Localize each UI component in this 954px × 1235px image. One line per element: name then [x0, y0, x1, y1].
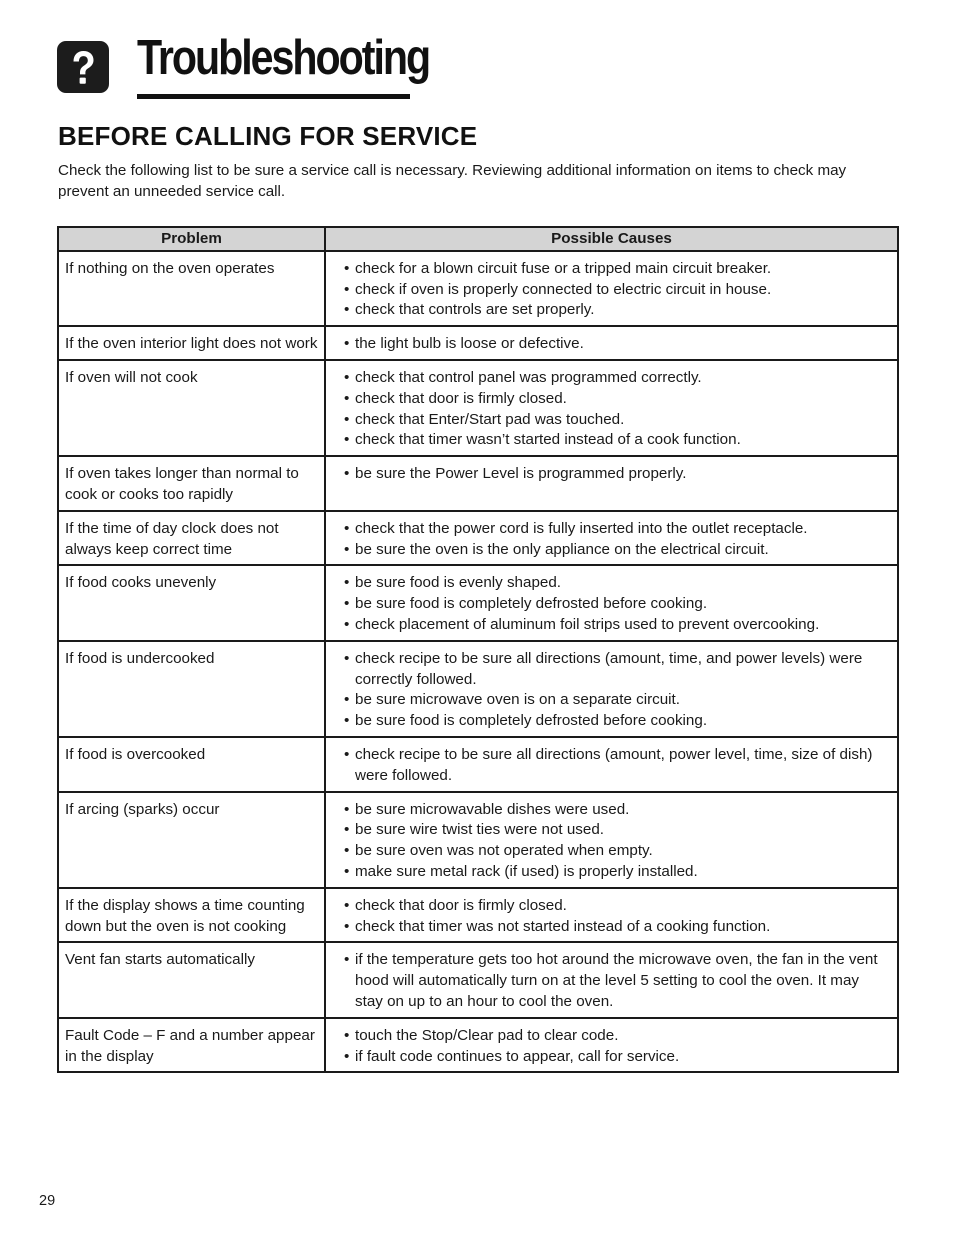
cause-item: • check for a blown circuit fuse or a tripped main circuit breaker. [344, 259, 891, 280]
possible-causes-cell [325, 565, 898, 640]
causes-list [332, 649, 891, 732]
problem-cell: If arcing (sparks) occur [58, 792, 325, 888]
causes-list [332, 896, 891, 938]
problem-cell: If food cooks unevenly [58, 565, 325, 640]
causes-list [332, 950, 891, 1012]
cause-item: • check that control panel was programmed correctly. [344, 368, 891, 389]
table-row [58, 641, 898, 737]
intro-paragraph: Check the following list to be sure a service call is necessary. Reviewing additional information on items to check may prevent an unneeded service call. [58, 162, 847, 200]
question-mark-icon [57, 41, 109, 93]
problem-cell: If oven will not cook [58, 360, 325, 456]
possible-causes-cell [325, 511, 898, 566]
column-header-problem: Problem [58, 227, 325, 251]
table-row [58, 792, 898, 888]
causes-list [332, 573, 891, 635]
cause-item: • if the temperature gets too hot around the microwave oven, the fan in the vent hood will automatically turn on at the level 5 setting to cool the oven. It may stay on up to an hour to cool the oven. [344, 950, 891, 1012]
causes-list [332, 259, 891, 321]
causes-list [332, 800, 891, 883]
causes-list [332, 368, 891, 451]
problem-cell: Vent fan starts automatically [58, 942, 325, 1017]
table-header-row [58, 227, 898, 251]
cause-item: • check that door is firmly closed. [344, 389, 891, 410]
section-heading: BEFORE CALLING FOR SERVICE [58, 121, 478, 151]
cause-item: • be sure oven was not operated when empty. [344, 841, 891, 862]
causes-list [332, 745, 891, 787]
possible-causes-cell [325, 360, 898, 456]
table-body [58, 251, 898, 1073]
cause-item: • be sure food is completely defrosted before cooking. [344, 594, 891, 615]
troubleshooting-table [57, 226, 899, 1073]
cause-item: • if fault code continues to appear, call for service. [344, 1047, 891, 1068]
possible-causes-cell [325, 792, 898, 888]
problem-cell: If oven takes longer than normal to cook or cooks too rapidly [58, 456, 325, 511]
table-row [58, 888, 898, 943]
cause-item: • check recipe to be sure all directions (amount, power level, time, size of dish) were followed. [344, 745, 891, 787]
table-row [58, 565, 898, 640]
possible-causes-cell [325, 1018, 898, 1073]
table-row [58, 251, 898, 326]
problem-cell: If the time of day clock does not always keep correct time [58, 511, 325, 566]
cause-item: • make sure metal rack (if used) is properly installed. [344, 862, 891, 883]
column-header-possible-causes: Possible Causes [325, 227, 898, 251]
cause-item: • be sure the Power Level is programmed properly. [344, 464, 891, 485]
problem-cell: If food is overcooked [58, 737, 325, 792]
table-row [58, 360, 898, 456]
cause-item: • check recipe to be sure all directions (amount, time, and power levels) were correctly followed. [344, 649, 891, 691]
problem-cell: If nothing on the oven operates [58, 251, 325, 326]
possible-causes-cell [325, 737, 898, 792]
cause-item: • be sure food is completely defrosted before cooking. [344, 711, 891, 732]
table-row [58, 942, 898, 1017]
cause-item: • be sure wire twist ties were not used. [344, 820, 891, 841]
cause-item: • check that Enter/Start pad was touched. [344, 410, 891, 431]
causes-list [332, 334, 891, 355]
possible-causes-cell [325, 888, 898, 943]
table-row [58, 737, 898, 792]
problem-cell: Fault Code – F and a number appear in the display [58, 1018, 325, 1073]
page-number: 29 [39, 1193, 56, 1209]
possible-causes-cell [325, 942, 898, 1017]
cause-item: • be sure microwavable dishes were used. [344, 800, 891, 821]
table-row [58, 456, 898, 511]
cause-item: • be sure microwave oven is on a separate circuit. [344, 690, 891, 711]
cause-item: • check that the power cord is fully inserted into the outlet receptacle. [344, 519, 891, 540]
table-row [58, 1018, 898, 1073]
page-header [57, 31, 430, 102]
cause-item: • be sure the oven is the only appliance on the electrical circuit. [344, 540, 891, 561]
cause-item: • check that controls are set properly. [344, 300, 891, 321]
possible-causes-cell [325, 326, 898, 360]
problem-cell: If the display shows a time counting down but the oven is not cooking [58, 888, 325, 943]
cause-item: • be sure food is evenly shaped. [344, 573, 891, 594]
problem-cell: If food is undercooked [58, 641, 325, 737]
causes-list [332, 464, 891, 485]
cause-item: • check that timer was not started instead of a cooking function. [344, 917, 891, 938]
table-row [58, 326, 898, 360]
causes-list [332, 519, 891, 561]
cause-item: • the light bulb is loose or defective. [344, 334, 891, 355]
possible-causes-cell [325, 641, 898, 737]
cause-item: • check placement of aluminum foil strips used to prevent overcooking. [344, 615, 891, 636]
title-underline [137, 94, 410, 99]
possible-causes-cell [325, 456, 898, 511]
cause-item: • check that timer wasn’t started instead of a cook function. [344, 430, 891, 451]
cause-item: • check if oven is properly connected to electric circuit in house. [344, 280, 891, 301]
page-title: Troubleshooting [137, 31, 430, 85]
cause-item: • touch the Stop/Clear pad to clear code. [344, 1026, 891, 1047]
possible-causes-cell [325, 251, 898, 326]
cause-item: • check that door is firmly closed. [344, 896, 891, 917]
problem-cell: If the oven interior light does not work [58, 326, 325, 360]
table-row [58, 511, 898, 566]
causes-list [332, 1026, 891, 1068]
